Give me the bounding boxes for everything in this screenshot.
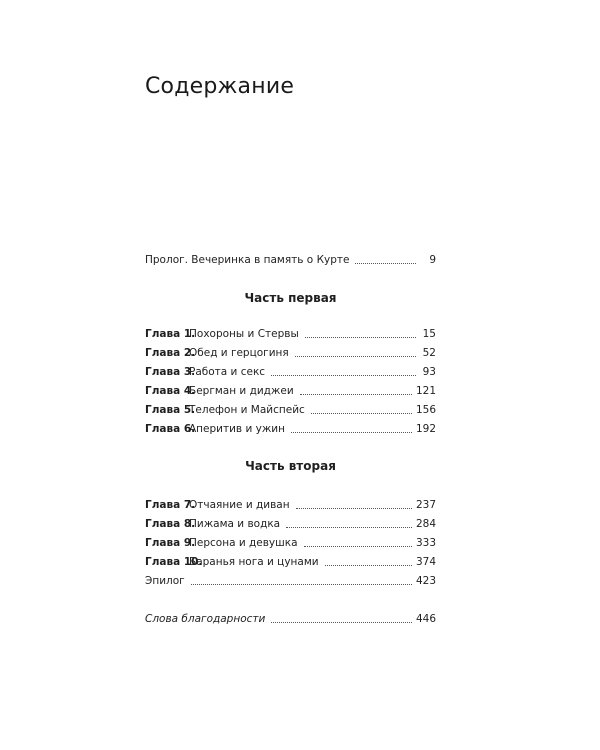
entry-page-number: 237 bbox=[415, 499, 436, 511]
toc-entry-chapter-1[interactable] bbox=[145, 326, 436, 342]
entry-page-number: 93 bbox=[422, 366, 436, 378]
entry-page-number: 333 bbox=[415, 537, 436, 549]
entry-page-number: 446 bbox=[415, 613, 436, 625]
chapter-number: Глава 1. bbox=[145, 328, 196, 340]
entry-label: Отчаяние и диван bbox=[189, 499, 290, 511]
chapter-number: Глава 7. bbox=[145, 499, 196, 511]
entry-label: Похороны и Стервы bbox=[189, 328, 299, 340]
entry-page-number: 423 bbox=[415, 575, 436, 587]
entry-label: Эпилог bbox=[145, 575, 185, 587]
leader-dots bbox=[271, 622, 412, 623]
entry-page-number: 156 bbox=[415, 404, 436, 416]
leader-dots bbox=[291, 432, 412, 433]
toc-entry-chapter-2[interactable] bbox=[145, 345, 436, 361]
leader-dots bbox=[296, 508, 412, 509]
toc-entry-chapter-5[interactable] bbox=[145, 402, 436, 418]
page-title: Содержание bbox=[145, 74, 295, 99]
leader-dots bbox=[286, 527, 412, 528]
leader-dots bbox=[191, 584, 412, 585]
chapter-number: Глава 10. bbox=[145, 556, 203, 568]
entry-label: Баранья нога и цунами bbox=[189, 556, 319, 568]
toc-entry-epilogue[interactable] bbox=[145, 573, 436, 589]
leader-dots bbox=[311, 413, 412, 414]
leader-dots bbox=[295, 356, 416, 357]
leader-dots bbox=[300, 394, 412, 395]
entry-page-number: 9 bbox=[429, 254, 436, 266]
toc-entry-chapter-7[interactable] bbox=[145, 497, 436, 513]
entry-label: Обед и герцогиня bbox=[189, 347, 289, 359]
entry-label: Пролог. Вечеринка в память о Курте bbox=[145, 254, 350, 266]
chapter-number: Глава 3. bbox=[145, 366, 196, 378]
chapter-number: Глава 6. bbox=[145, 423, 196, 435]
entry-page-number: 284 bbox=[415, 518, 436, 530]
entry-label: Работа и секс bbox=[189, 366, 266, 378]
toc-entry-chapter-9[interactable] bbox=[145, 535, 436, 551]
toc-entry-chapter-3[interactable] bbox=[145, 364, 436, 380]
toc-entry-prologue[interactable] bbox=[145, 252, 436, 268]
toc-entry-acknowledgements[interactable] bbox=[145, 611, 436, 627]
entry-page-number: 121 bbox=[415, 385, 436, 397]
part-heading-2: Часть вторая bbox=[245, 459, 336, 473]
entry-label: Аперитив и ужин bbox=[189, 423, 285, 435]
entry-page-number: 192 bbox=[415, 423, 436, 435]
entry-label: Бергман и диджеи bbox=[189, 385, 294, 397]
leader-dots bbox=[271, 375, 416, 376]
entry-label: Персона и девушка bbox=[189, 537, 298, 549]
chapter-number: Глава 9. bbox=[145, 537, 196, 549]
leader-dots bbox=[305, 337, 416, 338]
entry-label: Слова благодарности bbox=[145, 613, 266, 625]
leader-dots bbox=[325, 565, 412, 566]
entry-label: Пижама и водка bbox=[189, 518, 281, 530]
entry-label: Телефон и Майспейс bbox=[189, 404, 305, 416]
part-heading-1: Часть первая bbox=[244, 291, 337, 305]
chapter-number: Глава 5. bbox=[145, 404, 196, 416]
leader-dots bbox=[304, 546, 412, 547]
entry-page-number: 15 bbox=[422, 328, 436, 340]
toc-entry-chapter-6[interactable] bbox=[145, 421, 436, 437]
toc-entry-chapter-4[interactable] bbox=[145, 383, 436, 399]
entry-page-number: 374 bbox=[415, 556, 436, 568]
chapter-number: Глава 4. bbox=[145, 385, 196, 397]
leader-dots bbox=[355, 263, 416, 264]
chapter-number: Глава 2. bbox=[145, 347, 196, 359]
toc-entry-chapter-8[interactable] bbox=[145, 516, 436, 532]
chapter-number: Глава 8. bbox=[145, 518, 196, 530]
entry-page-number: 52 bbox=[422, 347, 436, 359]
toc-entry-chapter-10[interactable] bbox=[145, 554, 436, 570]
